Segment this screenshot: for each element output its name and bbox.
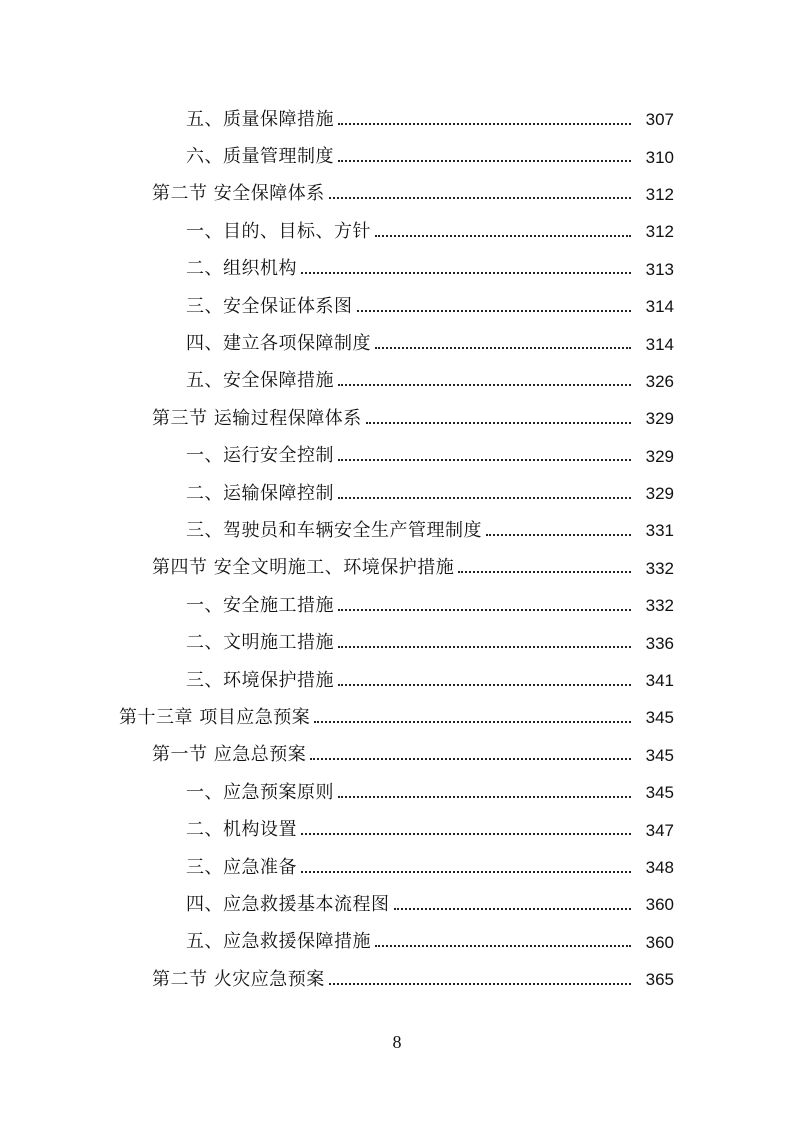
- toc-entry-page: 313: [645, 259, 674, 279]
- toc-entry[interactable]: [0, 325, 794, 362]
- toc-entry-title: 四、应急救援基本流程图: [186, 893, 390, 915]
- toc-dot-leader: [338, 684, 631, 686]
- toc-dot-leader: [338, 796, 631, 798]
- toc-entry-title: 第四节 安全文明施工、环境保护措施: [152, 557, 455, 579]
- toc-entry-title: 五、应急救援保障措施: [186, 931, 371, 953]
- toc-dot-leader: [301, 871, 631, 873]
- toc-entry-page: 307: [645, 110, 674, 130]
- toc-dot-leader: [314, 721, 631, 723]
- toc-entry[interactable]: [0, 363, 794, 400]
- toc-entry-page: 348: [645, 858, 674, 877]
- toc-dot-leader: [338, 646, 631, 648]
- toc-entry[interactable]: [0, 251, 794, 288]
- toc-entry-title: 一、安全施工措施: [186, 594, 334, 616]
- toc-entry-page: 341: [645, 671, 674, 691]
- page-number: 8: [392, 1032, 402, 1052]
- toc-entry[interactable]: [0, 400, 794, 437]
- toc-entry[interactable]: [0, 886, 794, 923]
- toc-entry-page: 345: [645, 783, 674, 803]
- toc-entry-page: 314: [645, 334, 674, 354]
- toc-entry[interactable]: [0, 550, 794, 587]
- toc-entry-title: 三、驾驶员和车辆安全生产管理制度: [186, 519, 482, 541]
- toc-entry-page: 329: [645, 409, 674, 429]
- toc-entry[interactable]: [0, 961, 794, 998]
- toc-dot-leader: [375, 347, 631, 349]
- toc-entry[interactable]: [0, 288, 794, 325]
- toc-dot-leader: [329, 983, 631, 985]
- toc-dot-leader: [301, 833, 631, 835]
- toc-entry-title: 第二节 安全保障体系: [152, 183, 325, 205]
- toc-entry-page: 329: [645, 446, 674, 466]
- toc-dot-leader: [338, 497, 631, 499]
- toc-entry-page: 312: [645, 184, 674, 204]
- toc-entry-title: 四、建立各项保障制度: [186, 333, 371, 355]
- toc-entry[interactable]: [0, 811, 794, 848]
- toc-dot-leader: [338, 384, 631, 386]
- toc-entry-page: 310: [645, 147, 674, 167]
- toc-dot-leader: [375, 945, 631, 947]
- toc-entry[interactable]: [0, 512, 794, 549]
- toc-dot-leader: [375, 235, 631, 237]
- toc-dot-leader: [310, 758, 631, 760]
- toc-entry[interactable]: [0, 699, 794, 736]
- toc-entry[interactable]: [0, 176, 794, 213]
- toc-entry-title: 一、目的、目标、方针: [186, 220, 371, 242]
- toc-entry-title: 二、组织机构: [186, 258, 297, 280]
- table-of-contents: [0, 101, 794, 998]
- toc-dot-leader: [338, 459, 631, 461]
- toc-entry-title: 三、应急准备: [186, 856, 297, 878]
- toc-entry-title: 三、安全保证体系图: [186, 295, 353, 317]
- toc-dot-leader: [338, 160, 631, 162]
- toc-entry[interactable]: [0, 438, 794, 475]
- toc-entry-page: 365: [645, 970, 674, 990]
- toc-entry-title: 二、运输保障控制: [186, 482, 334, 504]
- toc-dot-leader: [338, 609, 631, 611]
- toc-dot-leader: [338, 123, 631, 125]
- toc-entry-page: 329: [645, 484, 674, 504]
- toc-entry[interactable]: [0, 737, 794, 774]
- toc-entry[interactable]: [0, 924, 794, 961]
- toc-entry-title: 第一节 应急总预案: [152, 744, 307, 766]
- toc-entry[interactable]: [0, 587, 794, 624]
- toc-entry-title: 二、机构设置: [186, 819, 297, 841]
- toc-entry-page: 332: [645, 558, 674, 578]
- toc-dot-leader: [394, 908, 632, 910]
- toc-entry-page: 360: [645, 932, 674, 952]
- toc-dot-leader: [366, 422, 631, 424]
- toc-entry[interactable]: [0, 774, 794, 811]
- toc-entry[interactable]: [0, 849, 794, 886]
- toc-entry-title: 三、环境保护措施: [186, 669, 334, 691]
- toc-entry-title: 五、质量保障措施: [186, 108, 334, 130]
- toc-dot-leader: [486, 534, 631, 536]
- toc-entry-page: 312: [645, 222, 674, 242]
- toc-entry-page: 336: [645, 633, 674, 653]
- toc-dot-leader: [357, 310, 632, 312]
- toc-entry[interactable]: [0, 475, 794, 512]
- toc-dot-leader: [458, 571, 631, 573]
- toc-dot-leader: [301, 272, 631, 274]
- toc-entry-page: 347: [645, 820, 674, 840]
- toc-dot-leader: [329, 197, 631, 199]
- toc-entry-page: 326: [645, 371, 674, 391]
- toc-entry-page: 345: [645, 745, 674, 765]
- toc-entry[interactable]: [0, 624, 794, 661]
- toc-entry[interactable]: [0, 662, 794, 699]
- toc-entry-page: 345: [645, 708, 674, 728]
- toc-entry-title: 第二节 火灾应急预案: [152, 968, 325, 990]
- toc-entry-page: 331: [645, 521, 674, 541]
- toc-entry-title: 五、安全保障措施: [186, 370, 334, 392]
- toc-entry-title: 第三节 运输过程保障体系: [152, 407, 362, 429]
- toc-entry-title: 第十三章 项目应急预案: [119, 706, 311, 728]
- toc-entry[interactable]: [0, 138, 794, 175]
- toc-entry-title: 一、运行安全控制: [186, 445, 334, 467]
- toc-entry-page: 360: [645, 895, 674, 915]
- toc-entry-title: 一、应急预案原则: [186, 781, 334, 803]
- toc-entry[interactable]: [0, 213, 794, 250]
- toc-entry[interactable]: [0, 101, 794, 138]
- toc-entry-title: 六、质量管理制度: [186, 146, 334, 168]
- toc-entry-page: 314: [645, 297, 674, 317]
- toc-entry-title: 二、文明施工措施: [186, 632, 334, 654]
- toc-entry-page: 332: [645, 596, 674, 616]
